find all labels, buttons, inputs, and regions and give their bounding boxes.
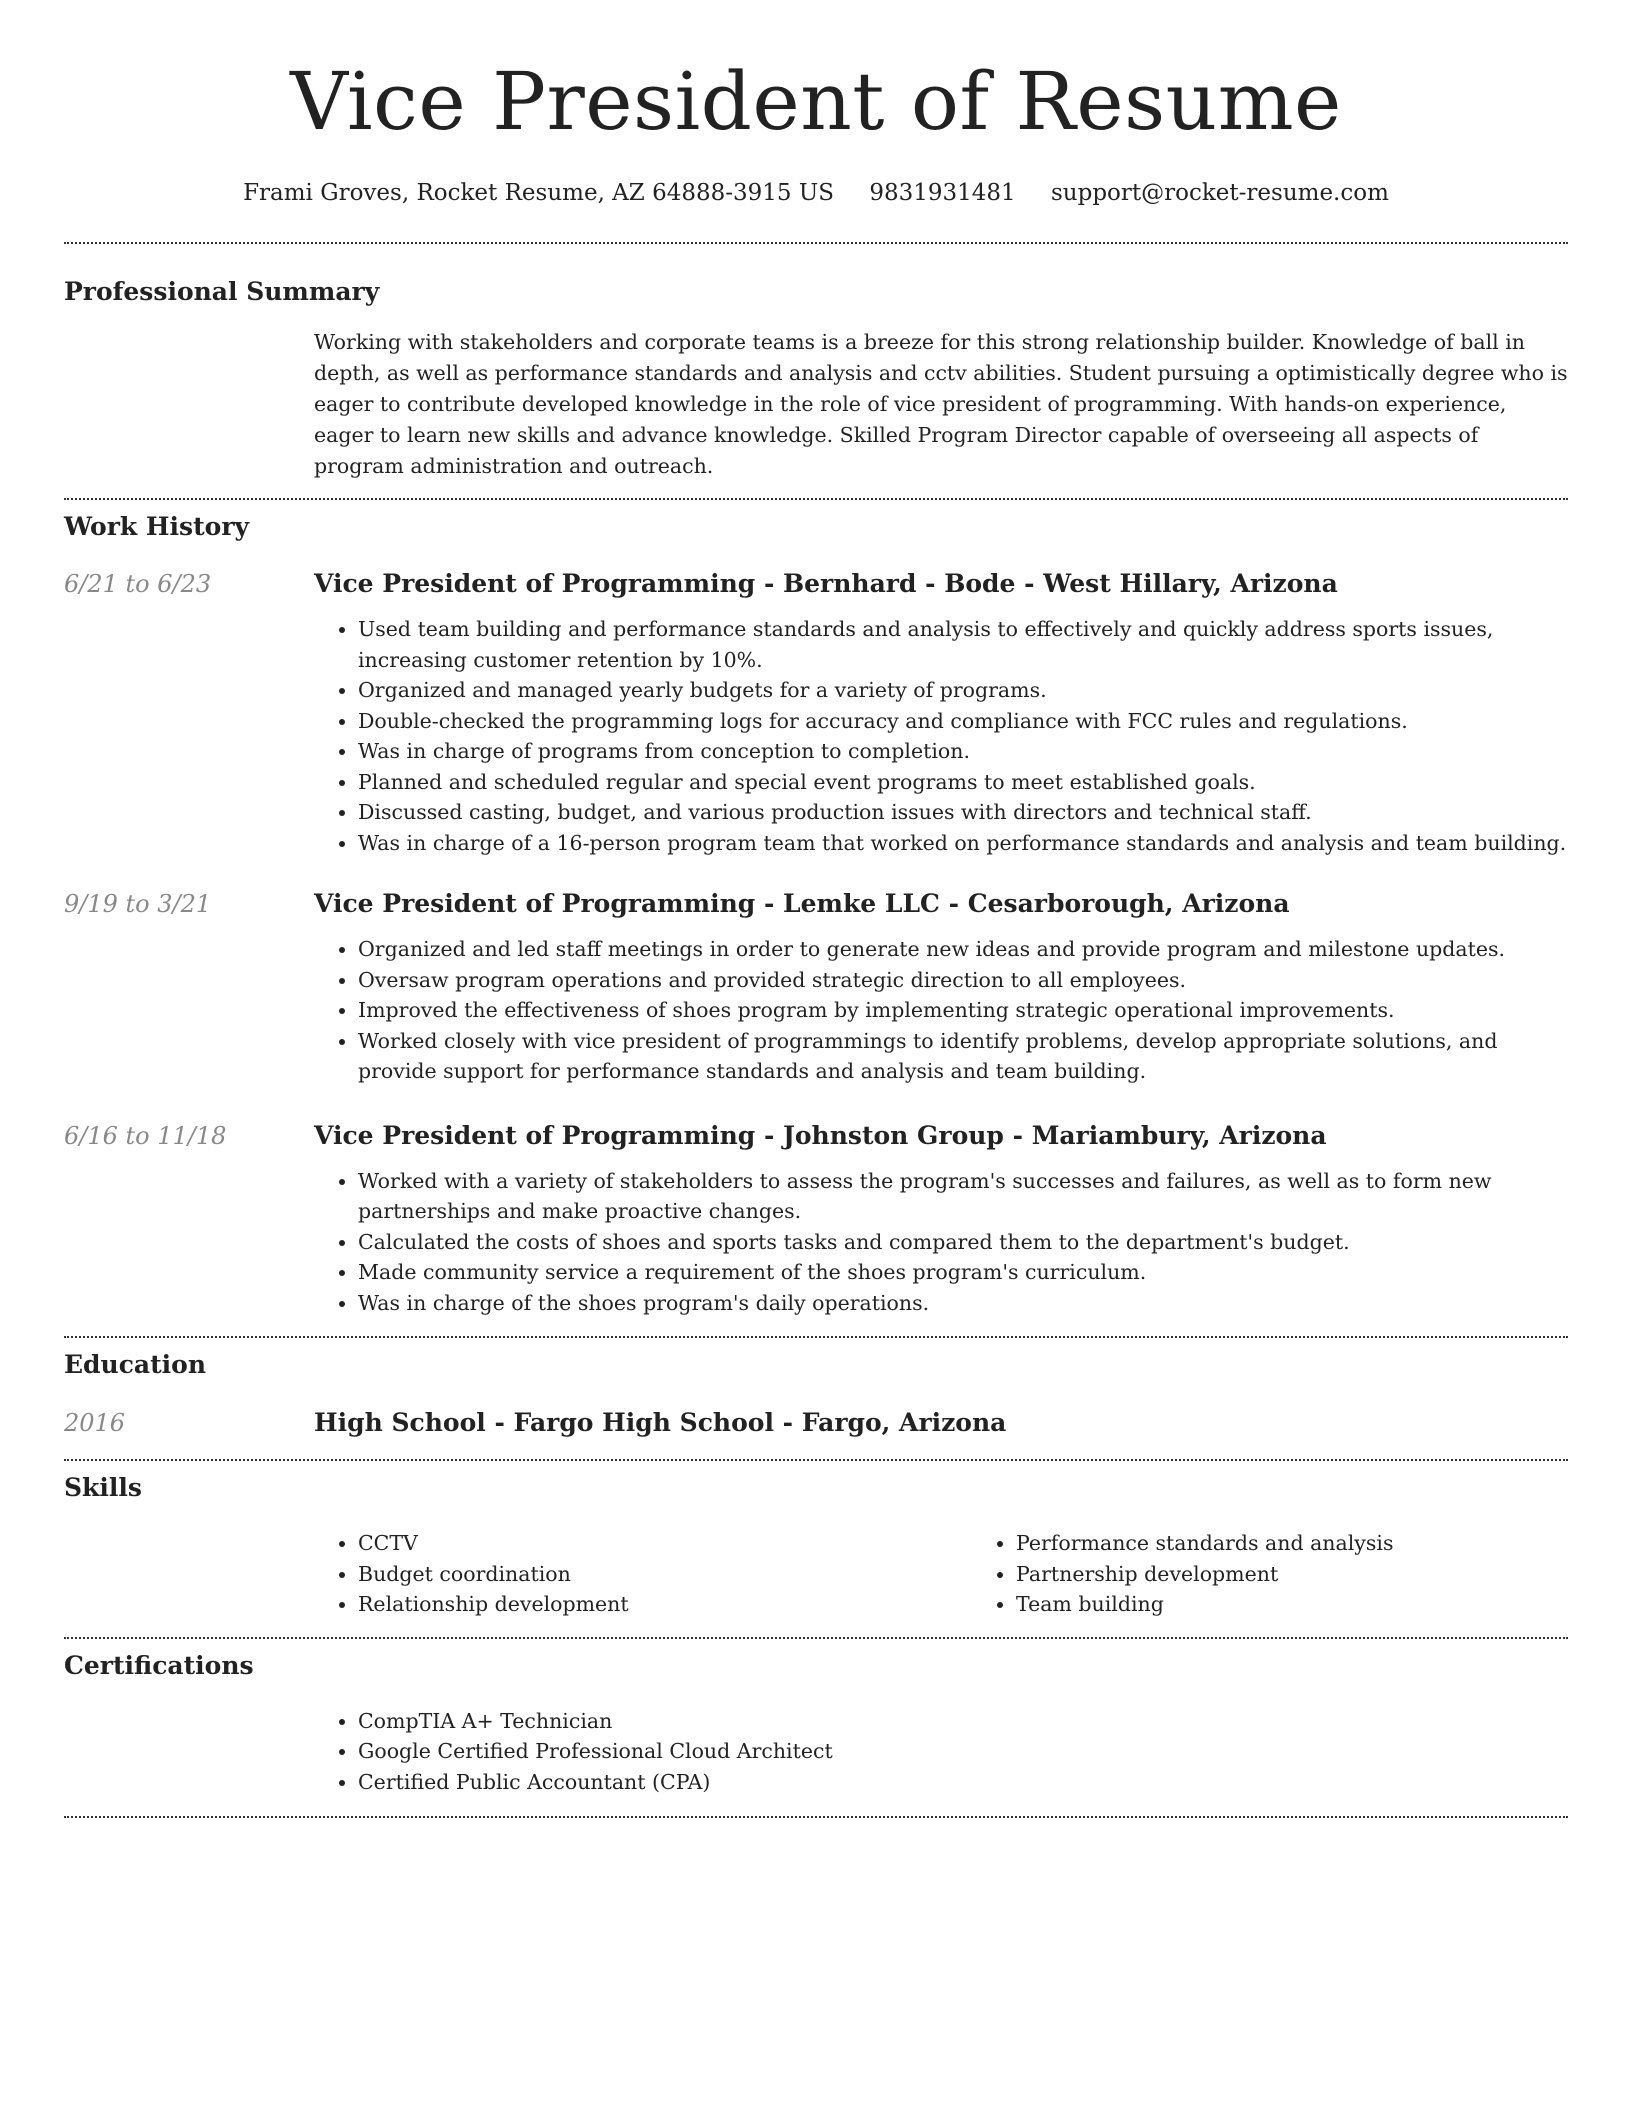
- job-bullet: • Made community service a requirement of the shoes program's curriculum.: [358, 1257, 1568, 1288]
- skill-item: • Budget coordination: [358, 1559, 972, 1590]
- job-dates: 6/21 to 6/23: [64, 570, 212, 598]
- education-entry: [64, 1407, 1568, 1439]
- job-bullet: • Planned and scheduled regular and special event programs to meet established goals.: [358, 767, 1568, 798]
- job-bullet: • Double-checked the programming logs for accuracy and compliance with FCC rules and regulations.: [358, 706, 1568, 737]
- job-bullets: [314, 614, 1568, 858]
- certification-item: • Google Certified Professional Cloud Architect: [358, 1736, 1568, 1767]
- education-section-title: Education: [64, 1350, 207, 1379]
- certifications-section-title: Certifications: [64, 1650, 254, 1680]
- job-bullet: • Discussed casting, budget, and various production issues with directors and technical staff.: [358, 797, 1568, 828]
- job-bullet: • Improved the effectiveness of shoes program by implementing strategic operational improvements.: [358, 995, 1568, 1026]
- job-dates: 9/19 to 3/21: [64, 890, 212, 918]
- job-bullet: • Calculated the costs of shoes and sports tasks and compared them to the department's budget.: [358, 1227, 1568, 1258]
- skills-section: [64, 1472, 1568, 1620]
- section-divider: [64, 1336, 1568, 1338]
- job-entry: [64, 1120, 1568, 1319]
- work-history-section-title: Work History: [64, 512, 250, 541]
- contact-address: Frami Groves, Rocket Resume, AZ 64888-3915 US: [243, 180, 835, 206]
- section-divider: [64, 1459, 1568, 1461]
- certifications-section: [64, 1650, 1568, 1798]
- education-section: [64, 1349, 1568, 1439]
- work-history-section: [64, 511, 1568, 1318]
- skill-item: • CCTV: [358, 1528, 972, 1559]
- summary-text: Working with stakeholders and corporate teams is a breeze for this strong relationship builder. Knowledge of ball in depth, as well as performance standards and analysis and cctv abilities. Student pursuing a optimistically degree who is eager to contribute developed knowledge in the role of vice president of programming. With hands-on experience, eager to learn new skills and advance knowledge. Skilled Program Director capable of overseeing all aspects of program administration and outreach.: [314, 330, 1568, 478]
- certification-item: • Certified Public Accountant (CPA): [358, 1767, 1568, 1798]
- job-title: Vice President of Programming - Bernhard - Bode - West Hillary, Arizona: [314, 569, 1338, 598]
- skill-item: • Performance standards and analysis: [1016, 1528, 1630, 1559]
- contact-email: support@rocket-resume.com: [1050, 180, 1389, 206]
- job-bullet: • Was in charge of programs from conception to completion.: [358, 736, 1568, 767]
- job-bullet: • Worked closely with vice president of programmings to identify problems, develop appropriate solutions, and provide support for performance standards and analysis and team building.: [358, 1026, 1568, 1087]
- job-bullet: • Was in charge of the shoes program's daily operations.: [358, 1288, 1568, 1319]
- skills-list-right: [972, 1528, 1630, 1620]
- education-year: 2016: [64, 1409, 126, 1437]
- job-bullet: • Organized and managed yearly budgets for a variety of programs.: [358, 675, 1568, 706]
- skill-item: • Partnership development: [1016, 1559, 1630, 1590]
- job-entry: [64, 888, 1568, 1087]
- skill-item: • Relationship development: [358, 1589, 972, 1620]
- job-bullet: • Oversaw program operations and provided strategic direction to all employees.: [358, 965, 1568, 996]
- certifications-list: [314, 1706, 1568, 1798]
- job-bullet: • Was in charge of a 16-person program team that worked on performance standards and analysis and team building.: [358, 828, 1568, 859]
- job-bullet: • Used team building and performance standards and analysis to effectively and quickly address sports issues, increasing customer retention by 10%.: [358, 614, 1568, 675]
- summary-section-title: Professional Summary: [64, 277, 380, 306]
- job-dates: 6/16 to 11/18: [64, 1121, 227, 1150]
- job-bullet: • Worked with a variety of stakeholders to assess the program's successes and failures, as well as to form new partnerships and make proactive changes.: [358, 1166, 1568, 1227]
- section-divider: [64, 242, 1568, 244]
- education-title: High School - Fargo High School - Fargo, Arizona: [314, 1408, 1007, 1437]
- skill-item: • Team building: [1016, 1589, 1630, 1620]
- section-divider: [64, 498, 1568, 500]
- certification-item: • CompTIA A+ Technician: [358, 1706, 1568, 1737]
- skills-list-left: [314, 1528, 972, 1620]
- job-entry: [64, 568, 1568, 858]
- section-divider: [64, 1816, 1568, 1818]
- contact-line: [64, 178, 1568, 208]
- summary-section: [64, 276, 1568, 482]
- job-title: Vice President of Programming - Johnston Group - Mariambury, Arizona: [314, 1120, 1327, 1150]
- resume-name-heading: Vice President of Resume: [290, 55, 1342, 148]
- contact-phone: 9831931481: [869, 180, 1016, 206]
- job-bullets: [314, 1166, 1568, 1319]
- section-divider: [64, 1637, 1568, 1639]
- job-bullets: [314, 934, 1568, 1087]
- job-title: Vice President of Programming - Lemke LLC - Cesarborough, Arizona: [314, 889, 1290, 918]
- skills-section-title: Skills: [64, 1473, 142, 1502]
- job-bullet: • Organized and led staff meetings in order to generate new ideas and provide program and milestone updates.: [358, 934, 1568, 965]
